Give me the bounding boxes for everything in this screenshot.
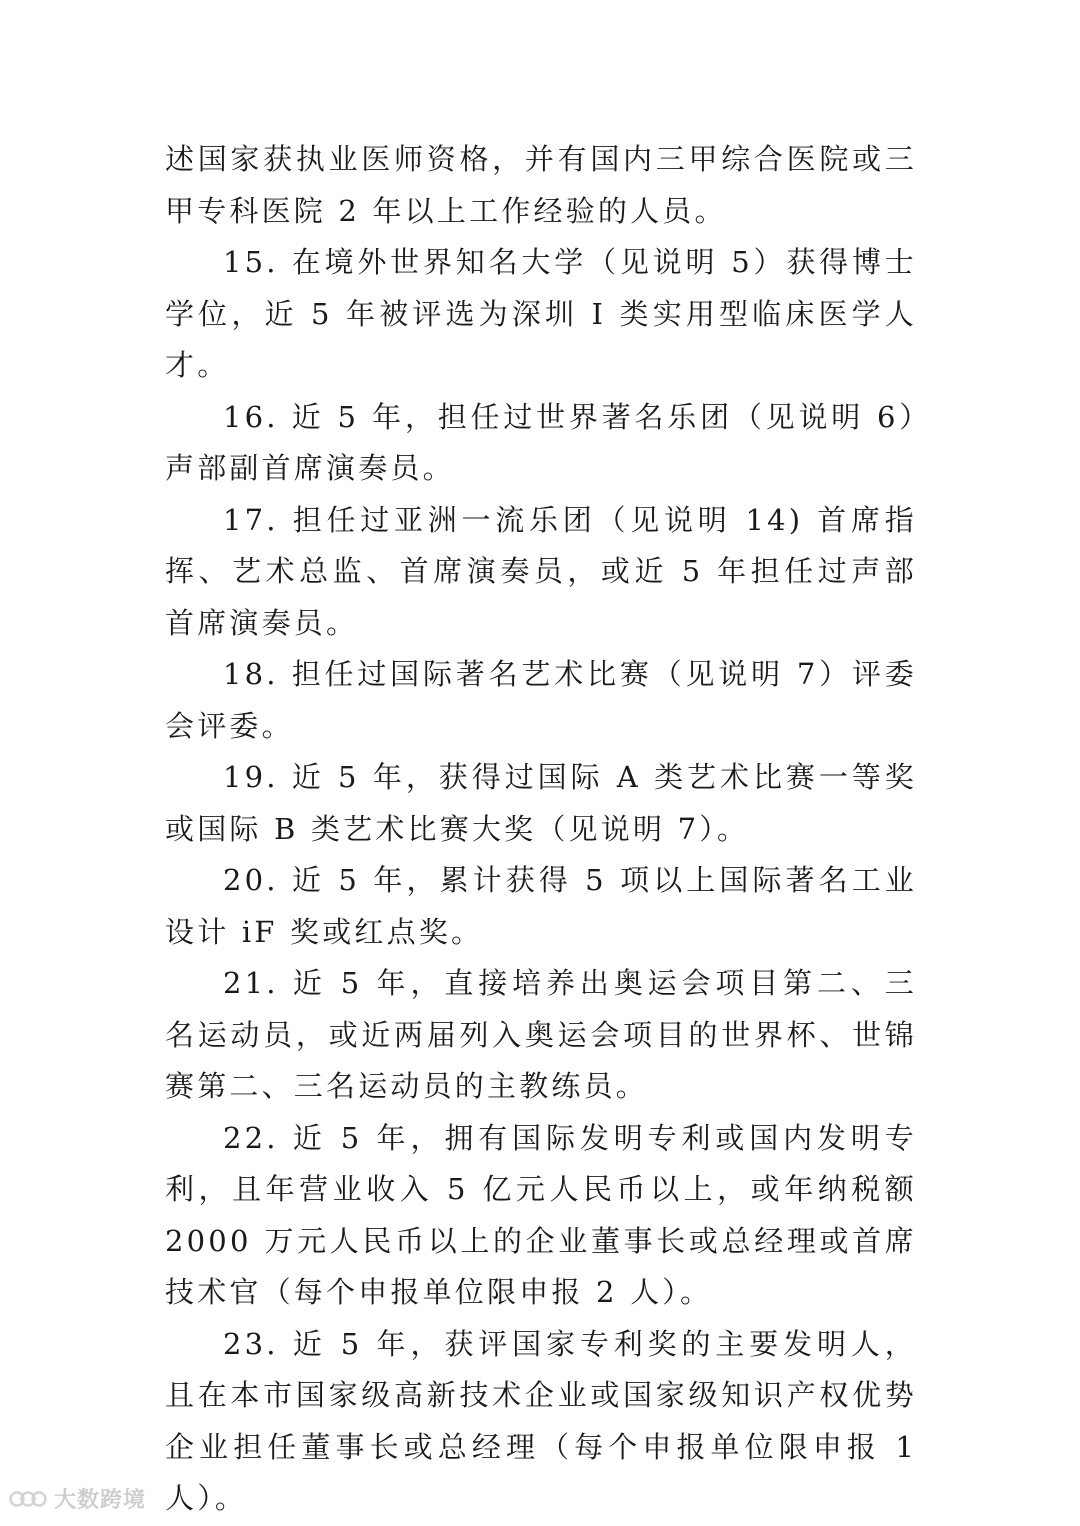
paragraph-item-19: 19. 近 5 年，获得过国际 A 类艺术比赛一等奖或国际 B 类艺术比赛大奖（见说明 7）。 (165, 760, 917, 846)
paragraph-item-18: 18. 担任过国际著名艺术比赛（见说明 7）评委会评委。 (165, 657, 917, 743)
logo-icon (8, 1488, 48, 1510)
watermark-text: 大数跨境 (54, 1488, 147, 1513)
document-page (165, 134, 917, 1525)
paragraph-continuation: 述国家获执业医师资格，并有国内三甲综合医院或三甲专科医院 2 年以上工作经验的人员。 (165, 142, 917, 228)
watermark (8, 1483, 146, 1514)
paragraph-item-17: 17. 担任过亚洲一流乐团（见说明 14) 首席指挥、艺术总监、首席演奏员，或近 5 年担任过声部首席演奏员。 (165, 502, 917, 640)
paragraph-item-22: 22. 近 5 年，拥有国际发明专利或国内发明专利，且年营业收入 5 亿元人民币以上，或年纳税额 2000 万元人民币以上的企业董事长或总经理或首席技术官（每个申报单位限申报 2 人）。 (165, 1120, 917, 1309)
paragraph-item-15: 15. 在境外世界知名大学（见说明 5）获得博士学位，近 5 年被评选为深圳 I 类实用型临床医学人才。 (165, 245, 917, 382)
paragraph-item-16: 16. 近 5 年，担任过世界著名乐团（见说明 6）声部副首席演奏员。 (165, 399, 917, 485)
paragraph-item-23: 23. 近 5 年，获评国家专利奖的主要发明人，且在本市国家级高新技术企业或国家级知识产权优势企业担任董事长或总经理（每个申报单位限申报 1 人）。 (165, 1326, 917, 1515)
paragraph-item-21: 21. 近 5 年，直接培养出奥运会项目第二、三名运动员，或近两届列入奥运会项目的世界杯、世锦赛第二、三名运动员的主教练员。 (165, 966, 917, 1103)
paragraph-item-20: 20. 近 5 年，累计获得 5 项以上国际著名工业设计 iF 奖或红点奖。 (165, 863, 917, 949)
